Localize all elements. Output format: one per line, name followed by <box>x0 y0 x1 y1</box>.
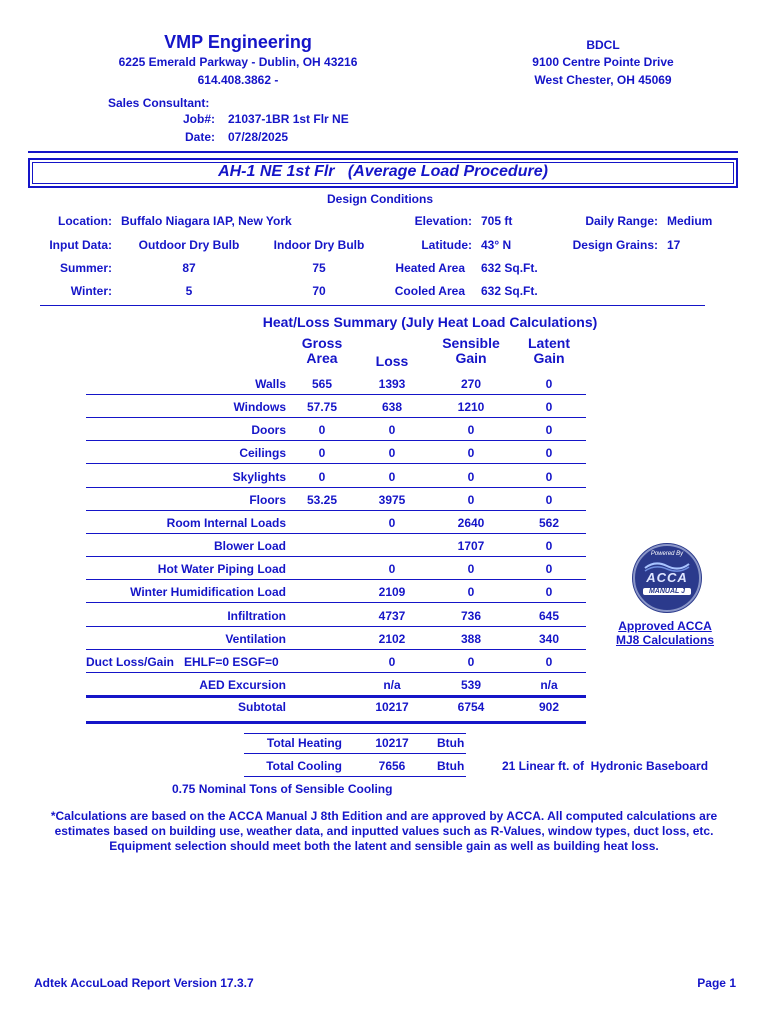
row-label: Duct Loss/Gain EHLF=0 ESGF=0 <box>86 655 279 669</box>
row-divider <box>86 579 586 580</box>
col-sensible-gain: Sensible Gain <box>442 335 500 366</box>
summer-label: Summer: <box>59 261 112 275</box>
row-loss: 1393 <box>378 377 406 391</box>
row-area: 565 <box>311 377 333 391</box>
row-loss: n/a <box>383 678 401 692</box>
date-label: Date: <box>184 130 215 144</box>
row-sensible: 0 <box>467 655 475 669</box>
row-divider <box>86 510 586 511</box>
acca-logo <box>633 544 701 612</box>
row-loss: 0 <box>388 446 396 460</box>
note-line: *Calculations are based on the ACCA Manual J 8th Edition and are approved by ACCA. All computed calculations are <box>50 809 718 823</box>
row-latent: n/a <box>540 678 558 692</box>
row-latent: 340 <box>538 632 560 646</box>
row-label: Hot Water Piping Load <box>157 562 286 576</box>
row-label: Windows <box>233 400 286 414</box>
row-sensible: 0 <box>467 562 475 576</box>
powered-by-text: Powered By <box>650 551 684 557</box>
design-divider <box>40 305 705 306</box>
design-grains-label: Design Grains: <box>572 238 658 252</box>
subtotal-latent: 902 <box>538 700 560 714</box>
row-divider <box>86 463 586 464</box>
subtotal-sensible: 6754 <box>457 700 485 714</box>
client-name: BDCL <box>586 38 620 52</box>
input-data-label: Input Data: <box>49 238 112 252</box>
design-grains-value: 17 <box>667 238 681 252</box>
row-divider <box>86 602 586 603</box>
row-latent: 0 <box>545 539 553 553</box>
title-box <box>28 158 738 188</box>
client-address-1: 9100 Centre Pointe Drive <box>532 55 674 69</box>
row-sensible: 0 <box>467 423 475 437</box>
row-latent: 0 <box>545 585 553 599</box>
row-label: Doors <box>251 423 286 437</box>
subtotal-divider <box>86 721 586 724</box>
sales-consultant-label: Sales Consultant: <box>108 96 210 110</box>
row-area: 53.25 <box>306 493 338 507</box>
row-loss: 0 <box>388 562 396 576</box>
row-divider <box>86 487 586 488</box>
row-loss: 0 <box>388 470 396 484</box>
row-sensible: 1210 <box>457 400 485 414</box>
subtotal-loss: 10217 <box>375 700 409 714</box>
row-label: Blower Load <box>213 539 286 553</box>
client-address-2: West Chester, OH 45069 <box>534 73 672 87</box>
row-latent: 0 <box>545 446 553 460</box>
col-gross-area: Gross Area <box>301 335 343 366</box>
row-loss: 0 <box>388 655 396 669</box>
row-latent: 0 <box>545 470 553 484</box>
row-loss: 0 <box>388 516 396 530</box>
summer-outdoor-value: 87 <box>182 261 196 275</box>
row-sensible: 0 <box>467 493 475 507</box>
baseboard-note: 21 Linear ft. of Hydronic Baseboard <box>502 759 709 773</box>
row-latent: 0 <box>545 377 553 391</box>
daily-range-value: Medium <box>667 214 713 228</box>
elevation-label: Elevation: <box>414 214 472 228</box>
company-name: VMP Engineering <box>164 32 312 52</box>
acca-logo-text: ACCA <box>646 570 688 585</box>
row-divider <box>86 649 586 650</box>
title-rule <box>28 151 738 153</box>
cooled-area-value: 632 Sq.Ft. <box>481 284 538 298</box>
row-label: Ceilings <box>239 446 286 460</box>
row-loss: 2109 <box>378 585 406 599</box>
job-number-value: 21037-1BR 1st Flr NE <box>228 112 349 126</box>
row-label: AED Excursion <box>199 678 286 692</box>
row-label: Walls <box>255 377 286 391</box>
total-heating-value: 10217 <box>375 736 409 750</box>
report-version: Adtek AccuLoad Report Version 17.3.7 <box>34 976 254 990</box>
row-label: Skylights <box>232 470 286 484</box>
row-sensible: 2640 <box>457 516 485 530</box>
row-sensible: 0 <box>467 446 475 460</box>
job-number-label: Job#: <box>182 112 215 126</box>
outdoor-dry-bulb-label: Outdoor Dry Bulb <box>138 238 240 252</box>
row-loss: 0 <box>388 423 396 437</box>
col-latent-gain: Latent Gain <box>528 335 570 366</box>
row-latent: 0 <box>545 562 553 576</box>
heated-area-label: Heated Area <box>395 261 465 275</box>
total-cooling-value: 7656 <box>378 759 406 773</box>
row-area: 0 <box>318 470 326 484</box>
totals-mid-rule <box>244 753 466 754</box>
company-phone: 614.408.3862 - <box>197 73 279 87</box>
row-divider <box>86 695 586 698</box>
row-divider <box>86 533 586 534</box>
totals-bottom-rule <box>244 776 466 777</box>
design-conditions-heading: Design Conditions <box>327 192 433 206</box>
row-latent: 562 <box>538 516 560 530</box>
row-loss: 2102 <box>378 632 406 646</box>
report-title: AH-1 NE 1st Flr (Average Load Procedure) <box>218 163 548 180</box>
row-latent: 0 <box>545 493 553 507</box>
summer-indoor-value: 75 <box>312 261 326 275</box>
date-value: 07/28/2025 <box>228 130 289 144</box>
total-cooling-label: Total Cooling <box>266 759 342 773</box>
total-heating-label: Total Heating <box>266 736 342 750</box>
heated-area-value: 632 Sq.Ft. <box>481 261 538 275</box>
company-address: 6225 Emerald Parkway - Dublin, OH 43216 <box>118 55 358 69</box>
total-heating-unit: Btuh <box>437 736 465 750</box>
row-latent: 0 <box>545 423 553 437</box>
total-cooling-unit: Btuh <box>437 759 465 773</box>
row-loss: 3975 <box>378 493 406 507</box>
winter-label: Winter: <box>70 284 112 298</box>
row-divider <box>86 556 586 557</box>
elevation-value: 705 ft <box>481 214 513 228</box>
row-divider <box>86 394 586 395</box>
daily-range-label: Daily Range: <box>585 214 658 228</box>
winter-outdoor-value: 5 <box>185 284 193 298</box>
calculation-notes <box>0 809 768 854</box>
row-latent: 645 <box>538 609 560 623</box>
approved-acca-link[interactable]: Approved ACCA MJ8 Calculations <box>615 619 715 647</box>
row-sensible: 736 <box>460 609 482 623</box>
row-sensible: 1707 <box>457 539 485 553</box>
row-latent: 0 <box>545 400 553 414</box>
latitude-label: Latitude: <box>421 238 472 252</box>
row-label: Winter Humidification Load <box>130 585 286 599</box>
row-divider <box>86 672 586 673</box>
col-loss: Loss <box>375 353 409 369</box>
row-latent: 0 <box>545 655 553 669</box>
row-area: 57.75 <box>306 400 338 414</box>
page-number: Page 1 <box>697 976 736 990</box>
row-divider <box>86 626 586 627</box>
row-sensible: 270 <box>460 377 482 391</box>
totals-top-rule <box>244 733 466 734</box>
row-divider <box>86 417 586 418</box>
row-sensible: 0 <box>467 585 475 599</box>
row-area: 0 <box>318 446 326 460</box>
note-line: Equipment selection should meet both the latent and sensible gain as well as building heat loss. <box>109 839 659 853</box>
row-loss: 4737 <box>378 609 406 623</box>
manual-j-text: MANUAL J <box>643 588 691 595</box>
row-label: Infiltration <box>227 609 286 623</box>
row-area: 0 <box>318 423 326 437</box>
row-sensible: 388 <box>460 632 482 646</box>
row-sensible: 0 <box>467 470 475 484</box>
indoor-dry-bulb-label: Indoor Dry Bulb <box>273 238 365 252</box>
row-loss: 638 <box>381 400 403 414</box>
row-sensible: 539 <box>460 678 482 692</box>
winter-indoor-value: 70 <box>312 284 326 298</box>
location-label: Location: <box>58 214 112 228</box>
cooled-area-label: Cooled Area <box>394 284 465 298</box>
row-label: Floors <box>249 493 286 507</box>
row-label: Ventilation <box>225 632 286 646</box>
location-value: Buffalo Niagara IAP, New York <box>121 214 292 228</box>
note-line: estimates based on building use, weather data, and inputted values such as R-Values, window types, duct loss, etc. <box>54 824 714 838</box>
latitude-value: 43° N <box>481 238 512 252</box>
row-divider <box>86 440 586 441</box>
summary-heading: Heat/Loss Summary (July Heat Load Calculations) <box>262 314 598 330</box>
row-label: Room Internal Loads <box>166 516 286 530</box>
nominal-tons: 0.75 Nominal Tons of Sensible Cooling <box>172 782 393 796</box>
subtotal-label: Subtotal <box>238 700 286 714</box>
